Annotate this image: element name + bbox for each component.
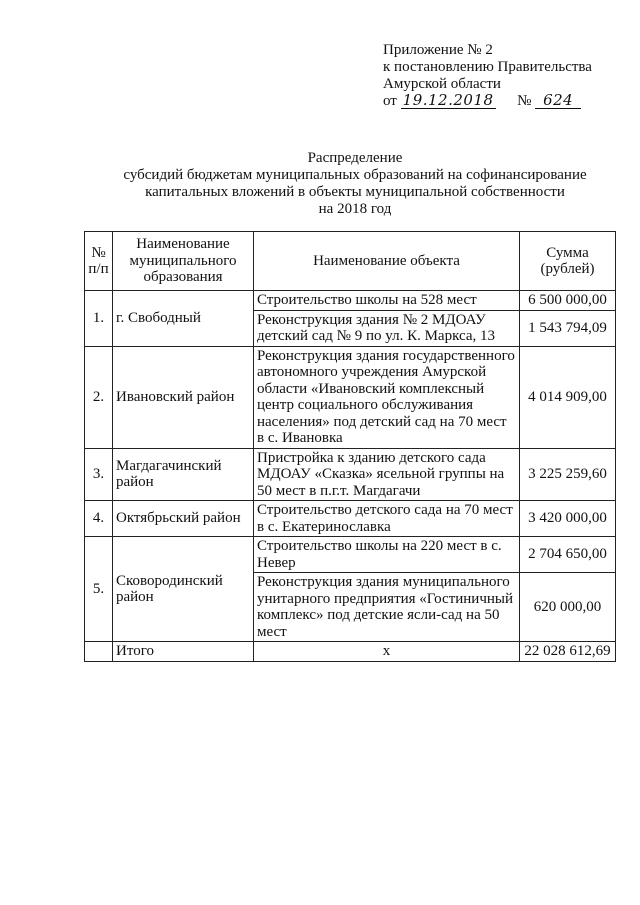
title-line-3: капитальных вложений в объекты муниципальной собственности — [145, 184, 565, 200]
total-sum: 22 028 612,69 — [520, 642, 616, 662]
title-line-1: Распределение — [307, 150, 403, 166]
municipality-name: Октябрьский район — [113, 501, 254, 537]
subsidy-table — [84, 231, 616, 662]
row-num: 5. — [85, 537, 113, 642]
date-number-line — [383, 93, 633, 113]
object-sum: 3 225 259,60 — [520, 448, 616, 501]
table-row — [85, 537, 616, 573]
handwritten-number: 624 — [535, 93, 581, 109]
object-name: Реконструкция здания № 2 МДОАУ детский сад № 9 по ул. К. Маркса, 13 — [254, 310, 520, 346]
table-header-row — [85, 232, 616, 291]
title-line-2: субсидий бюджетам муниципальных образований на софинансирование — [123, 167, 587, 183]
object-name: Строительство школы на 220 мест в с. Невер — [254, 537, 520, 573]
object-sum: 620 000,00 — [520, 573, 616, 642]
object-sum: 3 420 000,00 — [520, 501, 616, 537]
total-row — [85, 642, 616, 662]
object-sum: 6 500 000,00 — [520, 291, 616, 311]
municipality-name: Сковородинский район — [113, 537, 254, 642]
object-sum: 1 543 794,09 — [520, 310, 616, 346]
handwritten-date: 19.12.2018 — [401, 93, 496, 109]
header-num: № п/п — [85, 232, 113, 291]
table-row — [85, 501, 616, 537]
object-name: Пристройка к зданию детского сада МДОАУ «Сказка» ясельной группы на 50 мест в п.г.т. Магдагачи — [254, 448, 520, 501]
object-sum: 4 014 909,00 — [520, 346, 616, 448]
header-sum: Сумма (рублей) — [520, 232, 616, 291]
object-name: Реконструкция здания муниципального унитарного предприятия «Гостиничный комплекс» под детские ясли-сад на 50 мест — [254, 573, 520, 642]
total-num-empty — [85, 642, 113, 662]
object-sum: 2 704 650,00 — [520, 537, 616, 573]
municipality-name: г. Свободный — [113, 291, 254, 347]
municipality-name: Магдагачинский район — [113, 448, 254, 501]
total-label: Итого — [113, 642, 254, 662]
table-row — [85, 346, 616, 448]
object-name: Реконструкция здания государственного автономного учреждения Амурской области «Ивановский комплексный центр социального обслуживания населения» под детский сад на 70 мест в с. Ивановка — [254, 346, 520, 448]
title-line-4: на 2018 год — [318, 201, 392, 217]
total-object: х — [254, 642, 520, 662]
document-title — [100, 150, 610, 218]
header-municipality: Наименование муниципального образования — [113, 232, 254, 291]
number-label: № — [517, 93, 532, 109]
date-prefix: от — [383, 93, 397, 109]
resolution-reference: к постановлению Правительства — [383, 59, 592, 75]
row-num: 1. — [85, 291, 113, 347]
region-name: Амурской области — [383, 76, 501, 92]
appendix-number: Приложение № 2 — [383, 42, 493, 58]
object-name: Строительство детского сада на 70 мест в с. Екатеринославка — [254, 501, 520, 537]
header-object: Наименование объекта — [254, 232, 520, 291]
table-row — [85, 291, 616, 311]
appendix-header — [383, 42, 633, 113]
row-num: 2. — [85, 346, 113, 448]
table-row — [85, 448, 616, 501]
object-name: Строительство школы на 528 мест — [254, 291, 520, 311]
row-num: 4. — [85, 501, 113, 537]
row-num: 3. — [85, 448, 113, 501]
municipality-name: Ивановский район — [113, 346, 254, 448]
